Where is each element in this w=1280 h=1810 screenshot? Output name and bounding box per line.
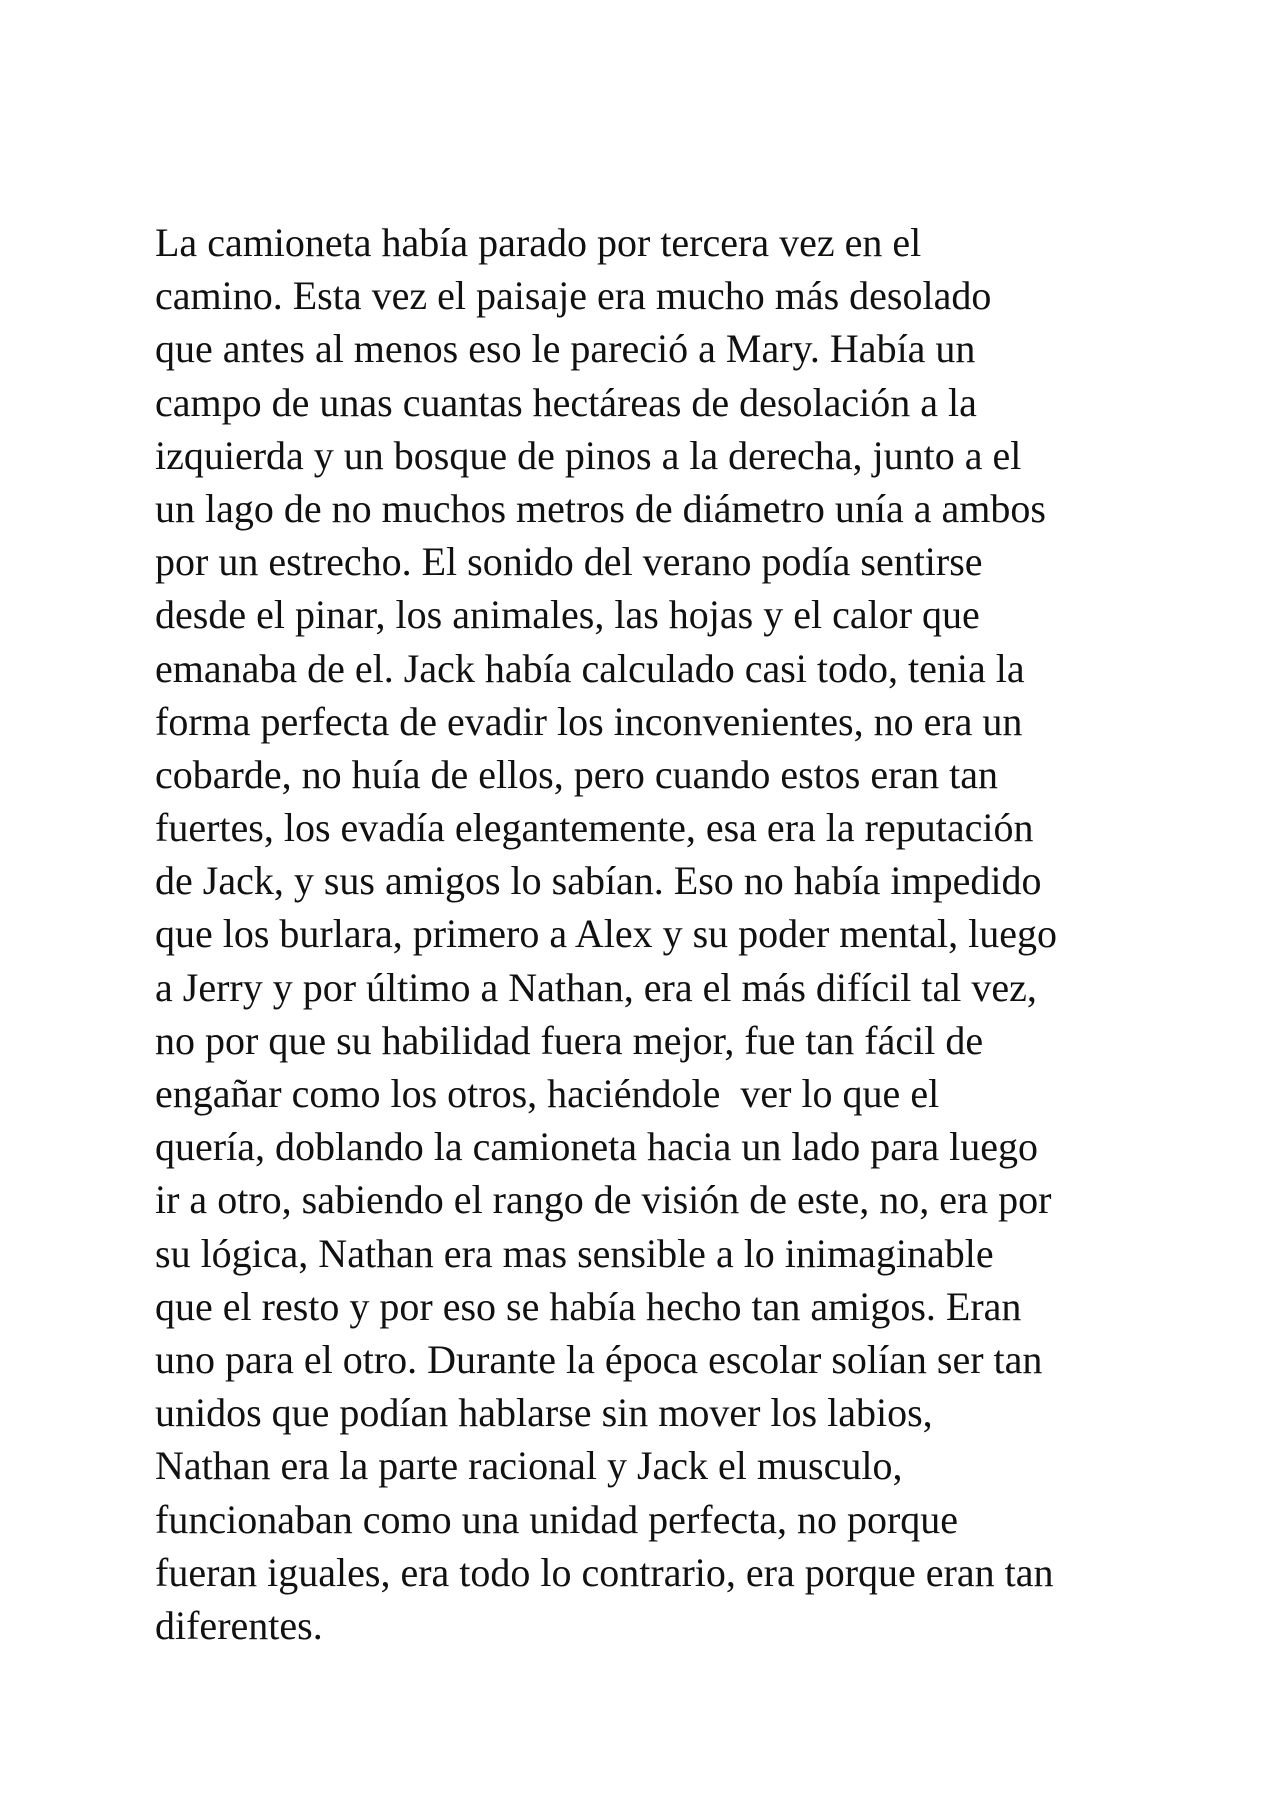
paragraph-line: a Jerry y por último a Nathan, era el más difícil tal vez, [155,964,1037,1010]
body-paragraph [155,216,1155,1652]
paragraph-line: ir a otro, sabiendo el rango de visión de este, no, era por [155,1177,1052,1223]
paragraph-line: quería, doblando la camioneta hacia un lado para luego [155,1124,1038,1170]
paragraph-line: fueran iguales, era todo lo contrario, era porque eran tan [155,1549,1054,1595]
paragraph-line: no por que su habilidad fuera mejor, fue tan fácil de [155,1017,984,1063]
paragraph-line: unidos que podían hablarse sin mover los labios, [155,1390,933,1436]
paragraph-line: por un estrecho. El sonido del verano podía sentirse [155,539,983,585]
paragraph-line: que el resto y por eso se había hecho tan amigos. Eran [155,1283,1022,1329]
paragraph-line: su lógica, Nathan era mas sensible a lo inimaginable [155,1230,994,1276]
paragraph-line: desde el pinar, los animales, las hojas y el calor que [155,592,980,638]
paragraph-line: emanaba de el. Jack había calculado casi todo, tenia la [155,645,1025,691]
paragraph-line: funcionaban como una unidad perfecta, no porque [155,1496,959,1542]
paragraph-line: un lago de no muchos metros de diámetro unía a ambos [155,485,1046,531]
paragraph-line: Nathan era la parte racional y Jack el musculo, [155,1443,903,1489]
paragraph-line: que antes al menos eso le pareció a Mary. Había un [155,326,976,372]
paragraph-line: que los burlara, primero a Alex y su poder mental, luego [155,911,1057,957]
paragraph-line: izquierda y un bosque de pinos a la derecha, junto a el [155,432,1022,478]
paragraph-line: camino. Esta vez el paisaje era mucho más desolado [155,273,992,319]
paragraph-line: de Jack, y sus amigos lo sabían. Eso no había impedido [155,858,1042,904]
paragraph-line: cobarde, no huía de ellos, pero cuando estos eran tan [155,751,999,797]
paragraph-line: La camioneta había parado por tercera vez en el [155,220,922,265]
paragraph-line: engañar como los otros, haciéndole ver lo que el [155,1071,940,1116]
paragraph-line: forma perfecta de evadir los inconvenientes, no era un [155,698,1023,744]
paragraph-line: fuertes, los evadía elegantemente, esa era la reputación [155,805,1034,851]
paragraph-line: diferentes. [155,1602,323,1648]
paragraph-line: uno para el otro. Durante la época escolar solían ser tan [155,1336,1043,1382]
paragraph-line: campo de unas cuantas hectáreas de desolación a la [155,379,977,425]
